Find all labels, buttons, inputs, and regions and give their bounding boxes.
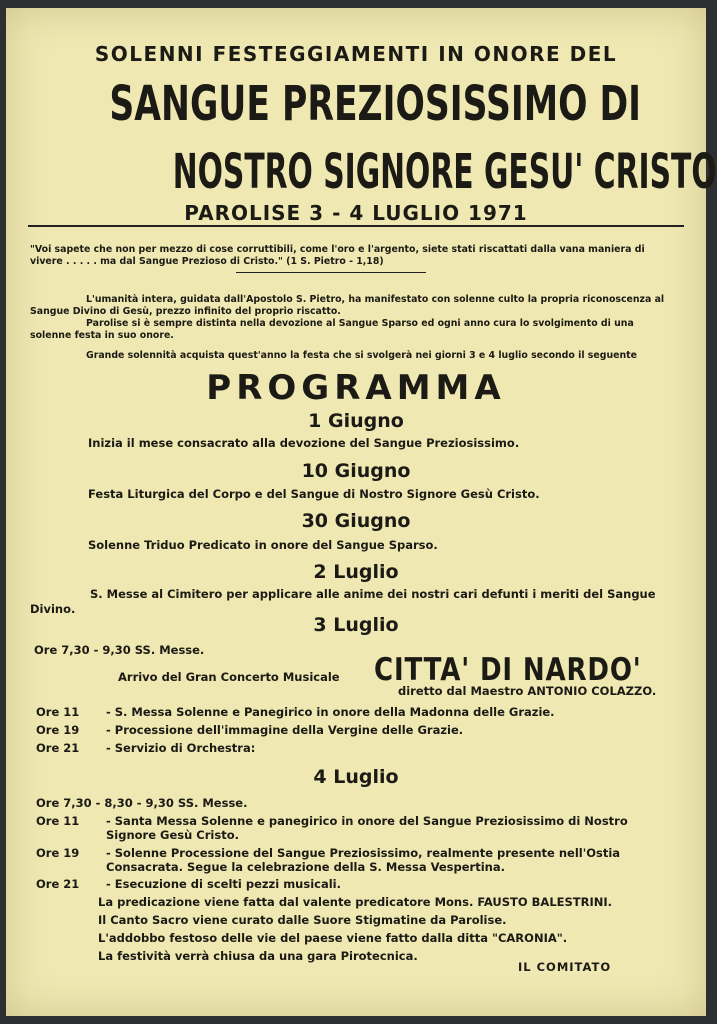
luglio-4-row-3-time: Ore 21 bbox=[36, 877, 80, 891]
date-2-luglio: 2 Luglio bbox=[313, 561, 399, 583]
header-line-3: NOSTRO SIGNORE GESU' CRISTO bbox=[172, 144, 717, 200]
intro-p2-line-1: Parolise si è sempre distinta nella devozione al Sangue Sparso ed ogni anno cura lo svolgimento di una bbox=[86, 318, 634, 329]
quote-divider bbox=[236, 272, 426, 273]
luglio-4-row-1-time: Ore 11 bbox=[36, 814, 80, 828]
luglio-4-row-2-time: Ore 19 bbox=[36, 846, 80, 860]
festival-poster bbox=[6, 8, 717, 1016]
luglio-4-row-1-text: - Santa Messa Solenne e panegirico in onore del Sangue Preziosissimo di Nostro Signore Gesù Cristo. bbox=[106, 814, 628, 842]
header-date-line: PAROLISE 3 - 4 LUGLIO 1971 bbox=[184, 201, 528, 225]
band-director: diretto dal Maestro ANTONIO COLAZZO. bbox=[398, 684, 657, 698]
quote-line-1: "Voi sapete che non per mezzo di cose corruttibili, come l'oro e l'argento, siete stati riscattati dalla vana maniera di bbox=[30, 244, 645, 255]
date-1-giugno-text: Inizia il mese consacrato alla devozione del Sangue Preziosissimo. bbox=[88, 436, 520, 450]
band-name: CITTA' DI NARDO' bbox=[374, 652, 642, 688]
date-2-luglio-text-1: S. Messe al Cimitero per applicare alle anime dei nostri cari defunti i meriti del Sangue bbox=[90, 587, 656, 601]
quote-line-2: vivere . . . . . ma dal Sangue Prezioso di Cristo." (1 S. Pietro - 1,18) bbox=[30, 256, 384, 267]
date-3-luglio: 3 Luglio bbox=[313, 614, 399, 636]
luglio-3-row-2-text: - Processione dell'immagine della Vergine delle Grazie. bbox=[106, 723, 464, 737]
intro-p1-line-1: L'umanità intera, guidata dall'Apostolo S. Pietro, ha manifestato con solenne culto la propria riconoscenza al bbox=[86, 294, 665, 305]
date-2-luglio-text-2: Divino. bbox=[30, 602, 76, 616]
luglio-3-row-3-time: Ore 21 bbox=[36, 741, 80, 755]
header-line-2: SANGUE PREZIOSISSIMO DI bbox=[109, 76, 642, 132]
luglio-4-row-3-text: - Esecuzione di scelti pezzi musicali. bbox=[106, 877, 341, 891]
closing-line-1: La predicazione viene fatta dal valente predicatore Mons. FAUSTO BALESTRINI. bbox=[98, 895, 613, 909]
intro-p3: Grande solennità acquista quest'anno la festa che si svolgerà nei giorni 3 e 4 luglio secondo il seguente bbox=[86, 350, 637, 361]
date-10-giugno: 10 Giugno bbox=[301, 460, 411, 482]
luglio-3-row-3-text: - Servizio di Orchestra: bbox=[106, 741, 256, 755]
luglio-3-row-1-time: Ore 11 bbox=[36, 705, 80, 719]
intro-p2-line-2: solenne festa in suo onore. bbox=[30, 330, 174, 341]
luglio-4-masses: Ore 7,30 - 8,30 - 9,30 SS. Messe. bbox=[36, 796, 248, 810]
closing-line-2: Il Canto Sacro viene curato dalle Suore Stigmatine da Parolise. bbox=[98, 913, 507, 927]
concert-arrival: Arrivo del Gran Concerto Musicale bbox=[118, 670, 340, 684]
date-30-giugno: 30 Giugno bbox=[301, 510, 411, 532]
closing-line-3: L'addobbo festoso delle vie del paese viene fatto dalla ditta "CARONIA". bbox=[98, 931, 568, 945]
luglio-4-row-2-text: - Solenne Processione del Sangue Preziosissimo, realmente presente nell'Ostia Consacrata. Segue la celebrazione della S. Messa Vespertina. bbox=[106, 846, 621, 874]
luglio-3-row-2-time: Ore 19 bbox=[36, 723, 80, 737]
programma-title: PROGRAMMA bbox=[206, 368, 506, 408]
intro-p1-line-2: Sangue Divino di Gesù, prezzo infinito del proprio riscatto. bbox=[30, 306, 341, 317]
header-line-1: SOLENNI FESTEGGIAMENTI IN ONORE DEL bbox=[94, 42, 618, 66]
date-1-giugno: 1 Giugno bbox=[308, 410, 404, 432]
committee-signature: IL COMITATO bbox=[518, 960, 612, 974]
header-divider bbox=[28, 225, 684, 227]
closing-line-4: La festività verrà chiusa da una gara Pirotecnica. bbox=[98, 949, 418, 963]
luglio-3-row-1-text: - S. Messa Solenne e Panegirico in onore della Madonna delle Grazie. bbox=[106, 705, 555, 719]
date-4-luglio: 4 Luglio bbox=[313, 766, 399, 788]
luglio-3-masses: Ore 7,30 - 9,30 SS. Messe. bbox=[34, 643, 205, 657]
date-30-giugno-text: Solenne Triduo Predicato in onore del Sangue Sparso. bbox=[88, 538, 438, 552]
date-10-giugno-text: Festa Liturgica del Corpo e del Sangue di Nostro Signore Gesù Cristo. bbox=[88, 487, 540, 501]
